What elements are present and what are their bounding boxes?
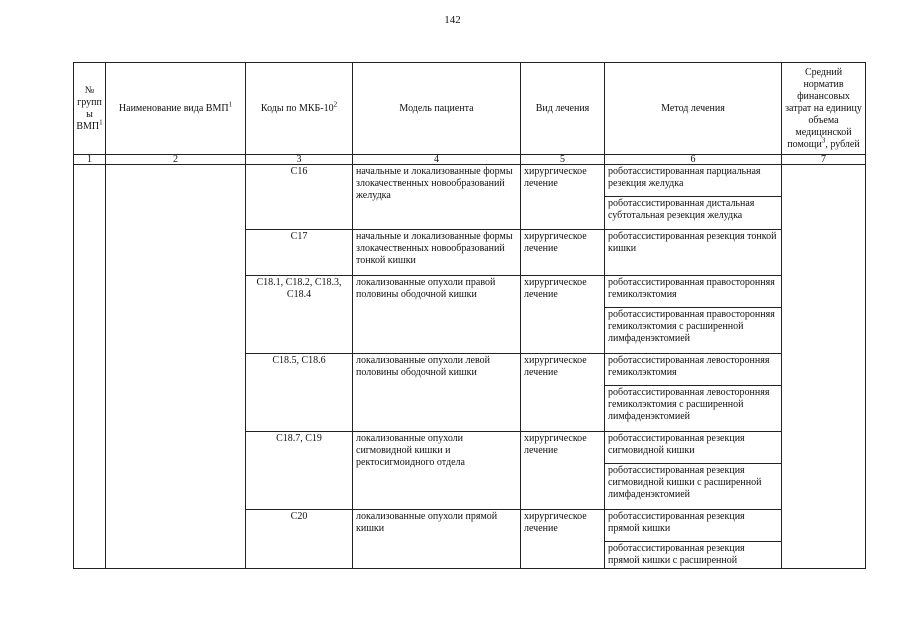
patient-model-cell: локализованные опухоли левой половины ободочной кишки [353,354,521,432]
treatment-type-cell: хирургическое лечение [521,230,605,276]
header-treatment-method: Метод лечения [605,63,782,155]
column-number: 7 [782,155,866,165]
icd-code-cell: C18.7, C19 [246,432,353,510]
treatment-type-cell: хирургическое лечение [521,354,605,432]
column-number-row [74,155,866,165]
treatment-method-cell: роботассистированная резекция прямой кишки [605,510,782,542]
treatment-method-cell: роботассистированная парциальная резекция желудка [605,165,782,197]
patient-model-cell: начальные и локализованные формы злокачественных новообразований тонкой кишки [353,230,521,276]
header-patient-model: Модель пациента [353,63,521,155]
header-icd-codes: Коды по МКБ-$10^2$ [246,63,353,155]
icd-code-cell: C18.1, C18.2, C18.3, C18.4 [246,276,353,354]
column-number: 4 [353,155,521,165]
column-number: 5 [521,155,605,165]
patient-model-cell: начальные и локализованные формы злокачественных новообразований желудка [353,165,521,230]
vmp-name-cell [106,165,246,569]
header-group-number: № групп ы ВМП$^1$ [74,63,106,155]
treatment-method-cell: роботассистированная дистальная субтотальная резекция желудка [605,197,782,230]
header-row [74,63,866,155]
icd-code-cell: C20 [246,510,353,569]
treatment-method-cell: роботассистированная резекция сигмовидной кишки с расширенной лимфаденэктомией [605,464,782,510]
treatment-method-cell: роботассистированная левосторонняя гемиколэктомия с расширенной лимфаденэктомией [605,386,782,432]
header-average-cost: Средний норматив финансовых затрат на единицу объема медицинской помощи$^3$, рублей [782,63,866,155]
column-number: 3 [246,155,353,165]
column-number: 2 [106,155,246,165]
treatment-method-cell: роботассистированная резекция тонкой кишки [605,230,782,276]
treatment-type-cell: хирургическое лечение [521,432,605,510]
treatment-method-cell: роботассистированная левосторонняя гемиколэктомия [605,354,782,386]
patient-model-cell: локализованные опухоли сигмовидной кишки и ректосигмоидного отдела [353,432,521,510]
icd-code-cell: C17 [246,230,353,276]
icd-code-cell: C18.5, C18.6 [246,354,353,432]
column-number: 1 [74,155,106,165]
header-vmp-name: Наименование вида ВМП$^1$ [106,63,246,155]
treatment-method-cell: роботассистированная резекция прямой кишки с расширенной [605,542,782,569]
treatment-method-cell: роботассистированная правосторонняя гемиколэктомия [605,276,782,308]
average-cost-cell [782,165,866,569]
page-number: 142 [444,14,461,26]
patient-model-cell: локализованные опухоли прямой кишки [353,510,521,569]
patient-model-cell: локализованные опухоли правой половины ободочной кишки [353,276,521,354]
treatment-method-cell: роботассистированная резекция сигмовидной кишки [605,432,782,464]
header-treatment-type: Вид лечения [521,63,605,155]
icd-code-cell: C16 [246,165,353,230]
treatment-type-cell: хирургическое лечение [521,510,605,569]
column-number: 6 [605,155,782,165]
treatment-method-cell: роботассистированная правосторонняя гемиколэктомия с расширенной лимфаденэктомией [605,308,782,354]
group-number-cell [74,165,106,569]
table-row [74,165,866,197]
treatment-type-cell: хирургическое лечение [521,165,605,230]
treatment-type-cell: хирургическое лечение [521,276,605,354]
vmp-table [73,62,866,569]
